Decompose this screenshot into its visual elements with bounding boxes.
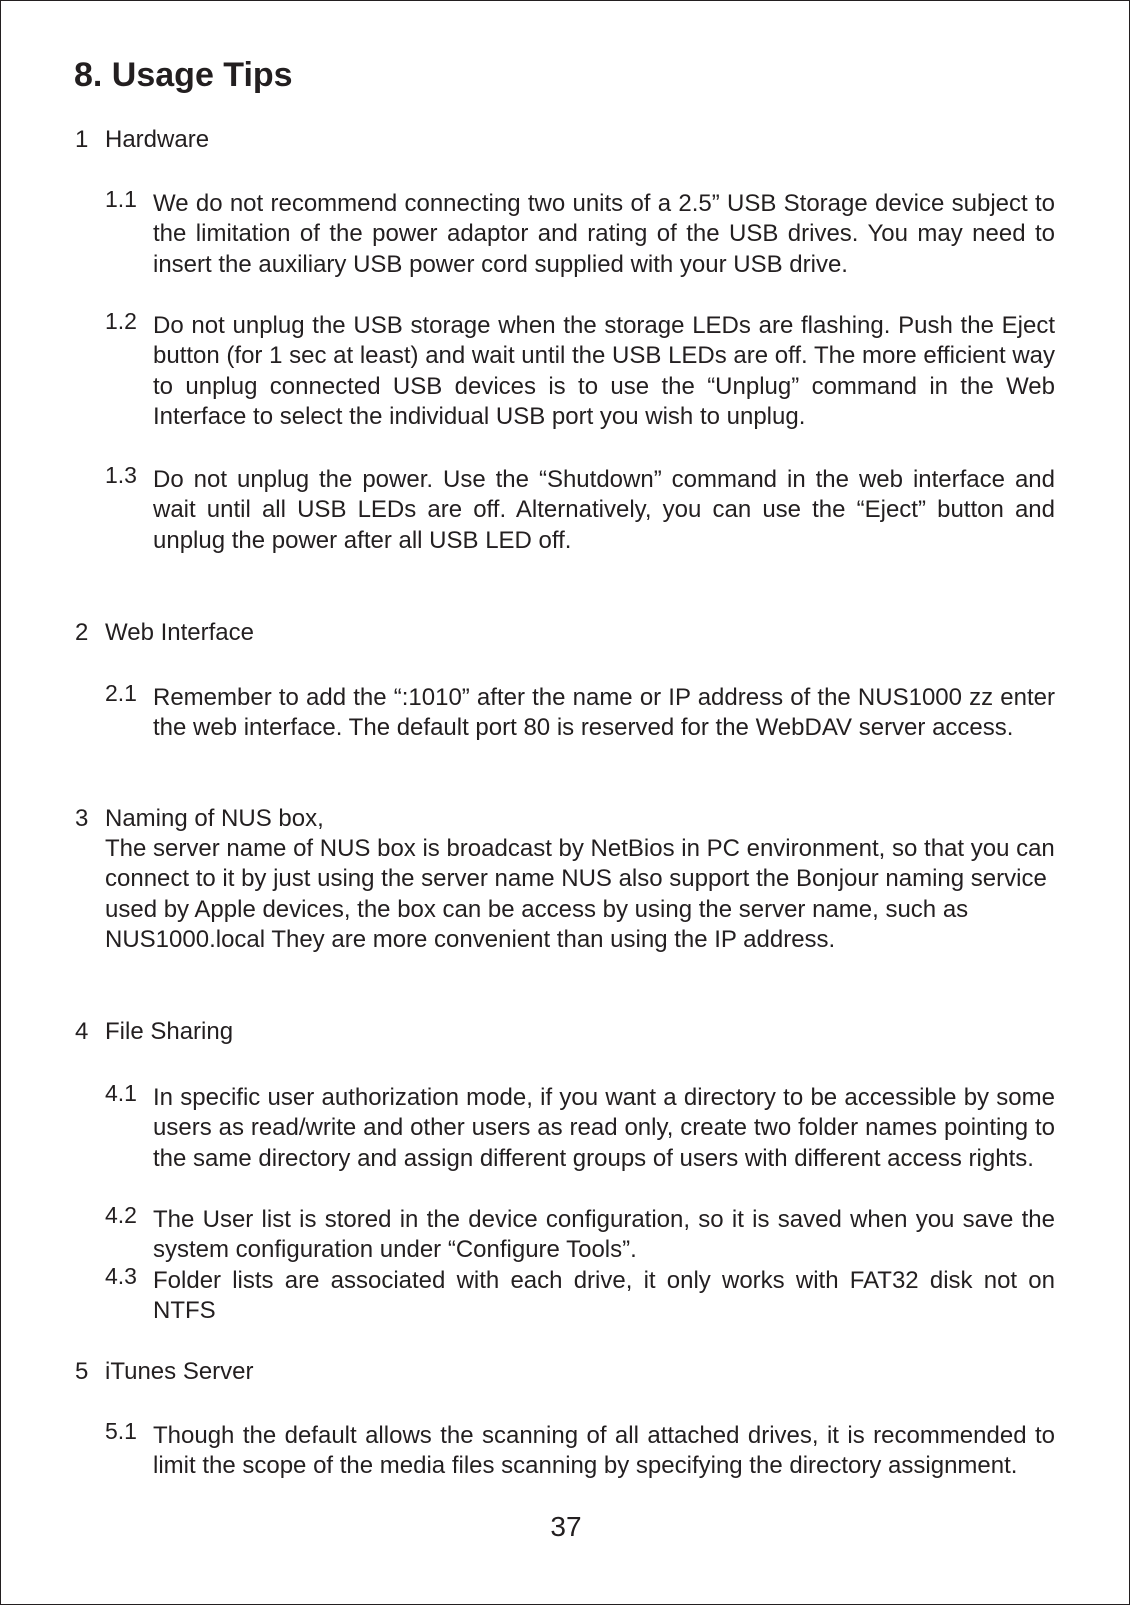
item-number: 2.1 — [105, 680, 137, 706]
list-item — [105, 680, 1055, 744]
item-number: 5.1 — [105, 1418, 137, 1444]
item-number: 1.2 — [105, 308, 137, 334]
item-text: We do not recommend connecting two units of a 2.5” USB Storage device subject to the limitation of the power adaptor and rating of the USB drives. You may need to insert the auxiliary USB power cord supplied with your USB drive. — [153, 190, 1055, 278]
item-text: Remember to add the “:1010” after the name or IP address of the NUS1000 zz enter the web interface. The default port 80 is reserved for the WebDAV server access. — [153, 684, 1055, 742]
list-item — [105, 1080, 1055, 1174]
section-heading-naming — [75, 804, 324, 834]
section-number: 2 — [75, 619, 89, 646]
list-item — [105, 1202, 1055, 1266]
list-item — [105, 308, 1055, 433]
item-number: 4.2 — [105, 1202, 137, 1228]
item-text: In specific user authorization mode, if you want a directory to be accessible by some users as read/write and other users as read only, create two folder names pointing to the same directory and assign different groups of users with different access rights. — [153, 1084, 1055, 1172]
item-number: 4.3 — [105, 1263, 137, 1289]
section-title: Hardware — [105, 126, 210, 153]
item-text: The User list is stored in the device configuration, so it is saved when you save the system configuration under “Configure Tools”. — [153, 1206, 1055, 1264]
page-number: 37 — [550, 1511, 582, 1542]
item-number: 1.1 — [105, 186, 137, 212]
page-title: 8. Usage Tips — [74, 56, 293, 94]
list-item — [105, 186, 1055, 280]
section-number: 5 — [75, 1358, 89, 1385]
section-title: Naming of NUS box, — [105, 805, 324, 832]
item-number: 4.1 — [105, 1080, 137, 1106]
section-paragraph: The server name of NUS box is broadcast by NetBios in PC environment, so that you can connect to it by just using the server name NUS also support the Bonjour naming service used by Apple devices, the box can be access by using the server name, such as NUS1000.local They are more convenient than using the IP address. — [105, 835, 1055, 954]
section-title: Web Interface — [105, 619, 254, 646]
section-heading-file-sharing — [75, 1017, 233, 1047]
section-heading-hardware — [75, 125, 209, 155]
list-item — [105, 1418, 1055, 1482]
section-title: iTunes Server — [105, 1358, 254, 1385]
list-item — [105, 1263, 1055, 1327]
section-title: File Sharing — [105, 1018, 234, 1045]
item-text: Though the default allows the scanning of all attached drives, it is recommended to limit the scope of the media files scanning by specifying the directory assignment. — [153, 1422, 1055, 1480]
list-item — [105, 462, 1055, 556]
item-number: 1.3 — [105, 462, 137, 488]
item-text: Folder lists are associated with each drive, it only works with FAT32 disk not on NTFS — [153, 1267, 1055, 1325]
item-text: Do not unplug the USB storage when the storage LEDs are flashing. Push the Eject button (for 1 sec at least) and wait until the USB LEDs are off. The more efficient way to unplug connected USB devices is to use the “Unplug” command in the Web Interface to select the individual USB port you wish to unplug. — [153, 312, 1055, 431]
section-heading-web-interface — [75, 618, 254, 648]
section-heading-itunes-server — [75, 1357, 254, 1387]
item-text: Do not unplug the power. Use the “Shutdown” command in the web interface and wait until all USB LEDs are off. Alternatively, you can use the “Eject” button and unplug the power after all USB LED off. — [153, 466, 1055, 554]
section-number: 1 — [75, 126, 89, 153]
section-number: 4 — [75, 1018, 89, 1045]
section-number: 3 — [75, 805, 89, 832]
